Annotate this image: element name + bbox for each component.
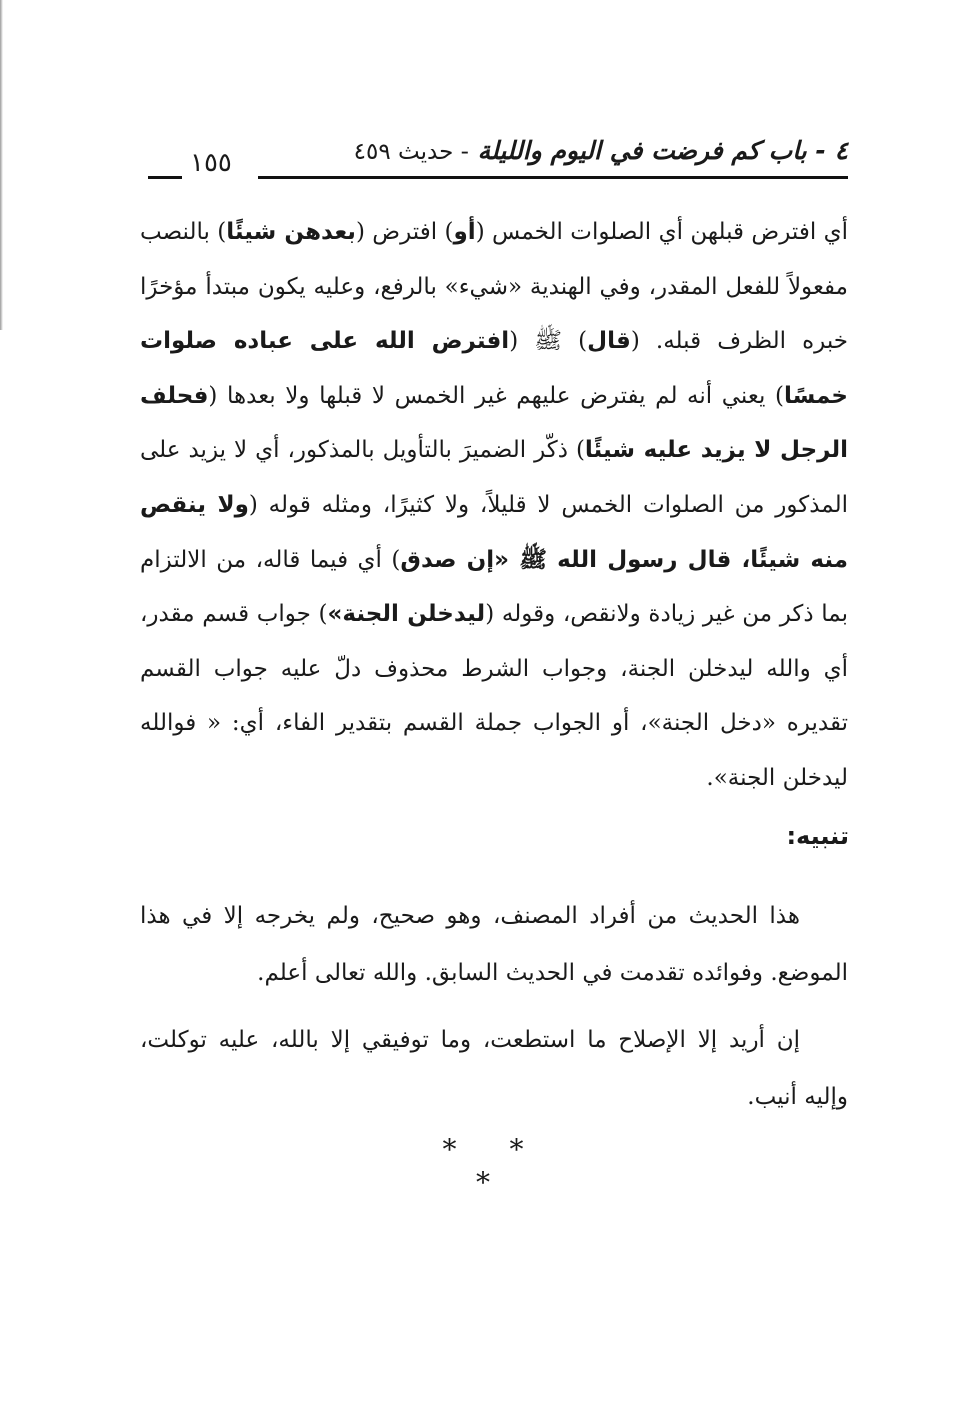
bold-run: قال <box>587 328 631 355</box>
bold-run: أو <box>453 219 476 245</box>
section-separator: * * * <box>442 1133 546 1199</box>
text-run: ) ذكّر الضميرَ بالتأويل بالمذكور، أي لا يزيد على المذكور من الصلوات الخمس لا قليلاً، ولا كثيرًا، ومثله قوله ( <box>140 437 848 518</box>
notice-heading: تنبيه: <box>786 822 849 850</box>
header-rule <box>258 176 848 179</box>
commentary-paragraph <box>140 205 848 806</box>
text-run: ) أي فيما قاله، من الالتزام بما ذكر من غير زيادة ولانقص، وقوله ( <box>140 546 849 628</box>
running-title <box>354 136 848 165</box>
page-number-dash <box>148 176 182 179</box>
notice-text <box>140 888 848 1136</box>
text-run: ) بالنصب مفعولاً للفعل المقدر، وفي الهندية «شيء» بالرفع، وعليه يكون مبتدأ مؤخرًا خبره الظرف قبله. ( <box>140 219 849 355</box>
commentary-text <box>140 205 848 806</box>
bold-run: فحلف الرجل لا يزيد عليه شيئًا <box>140 382 848 464</box>
bold-run: ولا ينقص منه شيئًا، قال رسول الله ﷺ «إن صدق <box>140 491 849 573</box>
notice-paragraph: هذا الحديث من أفراد المصنف، وهو صحيح، ولم يخرجه إلا في هذا الموضع. وفوائده تقدمت في الحديث السابق. والله تعالى أعلم. <box>140 903 848 986</box>
text-run: ) ﷺ ( <box>509 328 588 355</box>
text-run: ) يعني أنه لم يفترض عليهم غير الخمس لا قبلها ولا بعدها ( <box>208 382 784 409</box>
page-number: ١٥٥ <box>190 148 232 178</box>
scan-edge-shadow <box>0 0 3 330</box>
bold-run: بعدهن شيئًا <box>226 219 356 245</box>
text-run: أي افترض قبلهن أي الصلوات الخمس ( <box>475 219 849 245</box>
bold-run: افترض الله على عباده صلوات خمسًا <box>140 328 848 409</box>
page-header <box>148 130 848 190</box>
text-run: ) جواب قسم مقدر، أي والله ليدخلن الجنة، وجواب الشرط محذوف دلّ عليه جواب القسم تقديره «دخل الجنة»، أو الجواب جملة القسم بتقدير الفاء، أي: « فوالله ليدخلن الجنة». <box>140 601 848 791</box>
chapter-title: ٤ - باب كم فرضت في اليوم والليلة <box>477 136 848 165</box>
text-run: ) افترض ( <box>355 219 454 245</box>
hadith-number: - حديث ٤٥٩ <box>353 139 469 165</box>
closing-paragraph: إن أريد إلا الإصلاح ما استطعت، وما توفيقي إلا بالله، عليه توكلت، وإليه أنيب. <box>140 1027 848 1110</box>
bold-run: ليدخلن الجنة» <box>327 601 486 628</box>
